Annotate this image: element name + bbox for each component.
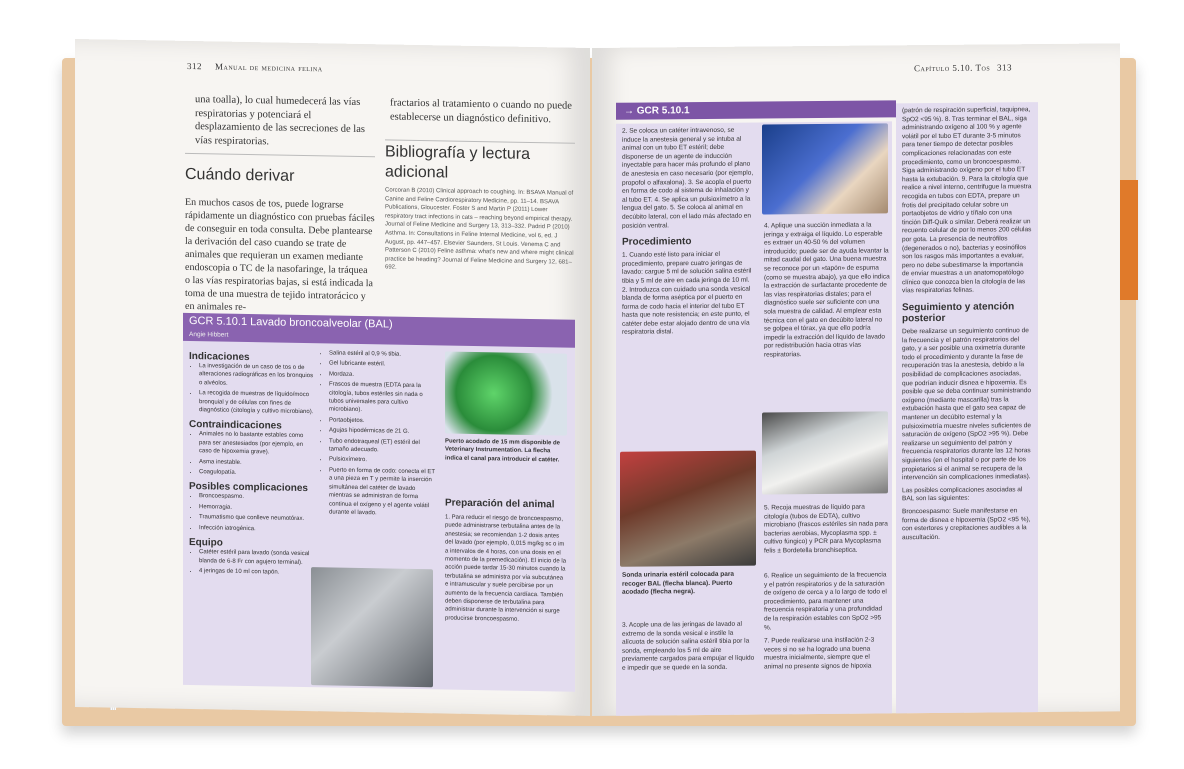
right-col3-panel <box>896 102 1038 716</box>
list-item: • Puerto en forma de codo: conecta el ET a una pieza en T y permite la inserción simultánea del catéter de lavado mientras se administran de forma continua el oxígeno y el agente volátil durante el lavado. <box>329 466 439 518</box>
photo-caption: Puerto acodado de 15 mm disponible de Veterinary Instrumentation. La flecha indica el canal para introducir el catéter. <box>445 438 561 464</box>
complic-item: Broncoespasmo: Suele manifestarse en forma de disnea e hipoxemia (SpO2 <95 %), con estertores y crepitaciones audibles a la auscultación. <box>902 507 1031 542</box>
cat-intubated-photo <box>762 123 888 214</box>
list-item: • La recogida de muestras de líquido/moco bronquial y de células con fines de diagnóstico (citología y cultivo microbiano). <box>199 389 314 416</box>
equipo-heading: Equipo <box>189 537 223 549</box>
list-item: • La investigación de un caso de tos o de alteraciones radiográficas en los bronquios o alvéolos. <box>199 362 314 389</box>
cat-procedure-photo <box>620 451 756 567</box>
running-head: Manual de medicina felina <box>215 61 323 74</box>
col1-steps: 2. Se coloca un catéter intravenoso, se induce la anestesia general y se intuba al animal con un tubo ET estéril; debe disponerse de un agente de inducción inyectable para hacer más profundo el plano de anestesia en caso necesario (por ejemplo, propofol o alfaxalona). 3. Se acopla el puerto en forma de codo al sistema de inhalación y al tubo ET. 4. Se aplica un pulsioxímetro a la lengua del gato. 5. Se coloca al animal en decúbito lateral, con el lado más afectado en posición ventral. <box>622 126 754 230</box>
compl-heading: Posibles complicaciones <box>189 481 308 495</box>
gcr-col1 <box>189 351 314 579</box>
right-col1-panel <box>616 123 760 716</box>
biblio-heading: Bibliografía y lectura adicional <box>385 143 530 182</box>
biblio-text: Corcoran B (2010) Clinical approach to coughing. In: BSAVA Manual of Canine and Feline Cardiorespiratory Medicine, pp. 11–14. BSAVA Publications, Gloucester. Foster S and Martin P (2011) Lower respiratory tract infections in cats – reaching beyond empirical therapy. Journal of Feline Medicine and Surgery 13, 313–332. Padrid P (2010) Asthma. In: Consultations in Feline Internal Medicine, vol 6, ed. J August, pp. 447–457. Elsevier Saunders, St Louis. Venema C and Patterson C (2010) Feline asthma: what's new and where might clinical practice be heading? Journal of Feline Medicine and Surgery 12, 681–692. <box>385 187 574 271</box>
step-4: 4. Aplique una succión inmediata a la jeringa y extraiga el líquido. Lo esperable es extraer un 40-50 % del volumen introducido; puede ser de ayuda levantar la mitad caudal del gato. Una buena muestra se reconoce por un «tapón» de espuma (como se muestra abajo), ya que ello indica la extracción de surfactante procedente de las vías respiratorias distales; para el diagnóstico suele ser suficiente con una sola muestra de calidad. Al emplear esta técnica con el gato en decúbito lateral no se golpea el tórax, ya que ello podría impedir la extracción del líquido de lavado por redistribución hacia otras vías respiratorias. <box>764 221 890 359</box>
equipment-photo <box>311 567 433 687</box>
step-3: 3. Acople una de las jeringas de lavado al extremo de la sonda vesical e instile la alícuota de solución salina estéril tibia por la sonda, empleando los 5 ml de aire previamente cargados para empujar el líquido e impedir que se quede en la sonda. <box>622 620 755 672</box>
cuando-derivar-heading: Cuándo derivar <box>185 165 295 185</box>
list-item: • Salina estéril al 0,9 % tibia. <box>329 349 439 359</box>
equipo-list <box>189 548 314 577</box>
top-paragraph-col2: fractarios al tratamiento o cuando no puede establecerse un diagnóstico definitivo. <box>390 97 572 125</box>
list-item: • Traumatismo que conlleve neumotórax. <box>199 513 314 523</box>
list-item: • Pulsioxímetro. <box>329 456 439 466</box>
sonda-caption: Sonda urinaria estéril colocada para recoger BAL (flecha blanca). Puerto acodado (flecha negra). <box>622 570 734 596</box>
list-item: • Portaobjetos. <box>329 416 439 426</box>
step-5: 5. Recoja muestras de líquido para citología (tubos de EDTA), cultivo microbiano (frascos estériles sin nada para bacterias aerobias, Mycoplasma spp. ± cultivo fúngico) y PCR para Mycoplasma felis ± Bordetella bronchiseptica. <box>764 503 888 555</box>
cuando-derivar-text: En muchos casos de tos, puede lograrse rápidamente un diagnóstico con pruebas fáciles de conseguir en toda consulta. Debe plantearse la derivación del caso cuando se trate de animales que requieran un examen mediante endoscopia o TC de la nasofaringe, la tráquea o las vías respiratorias bajas, si está indicada la toma de una muestra de tejido intratorácico y en animales re- <box>185 196 375 313</box>
list-item: • Hemorragia. <box>199 503 314 513</box>
syringe-foam-photo <box>762 411 888 494</box>
procedimiento-heading: Procedimiento <box>622 236 692 248</box>
list-item: • Gel lubricante estéril. <box>329 360 439 370</box>
gcr-box-title-text: GCR 5.10.1 Lavado broncoalveolar (BAL) <box>189 315 393 331</box>
compl-list <box>189 492 314 534</box>
contra-list <box>189 430 314 478</box>
proc-steps: 1. Cuando esté listo para iniciar el procedimiento, prepare cuatro jeringas de lavado: cargue 5 ml de solución salina estéril tibia y 5 ml de aire en cada jeringa de 10 ml. 2. Introduzca con cuidado una sonda vesical blanda de forma aséptica por el puerto en forma de codo hacia el interior del tubo ET hasta que note resistencia; en este punto, el catéter debe estar alojado dentro de una vía respiratoria distal. <box>622 251 752 337</box>
list-item: • Tubo endotraqueal (ET) estéril del tamaño adecuado. <box>329 437 439 456</box>
indicaciones-list <box>189 362 314 417</box>
contra-heading: Contraindicaciones <box>189 419 282 433</box>
list-item: • Broncoespasmo. <box>199 493 314 503</box>
seguimiento-heading: Seguimiento y atención posterior <box>902 301 1015 325</box>
list-item: • 4 jeringas de 10 ml con tapón. <box>199 567 314 577</box>
step-6: 6. Realice un seguimiento de la frecuencia y el patrón respiratorios y de la saturación de oxígeno de cerca y a lo largo de todo el procedimiento, para mantener una frecuencia respiratoria y una profundidad de la respiración estables con SpO2 >95 %. <box>764 571 887 632</box>
materials-list <box>319 349 439 518</box>
gcr-box-author: Angie Hibbert <box>189 331 229 339</box>
divider <box>185 153 375 157</box>
gcr-col2 <box>319 349 439 520</box>
left-page <box>75 39 590 716</box>
list-item: • Infección iatrogénica. <box>199 524 314 534</box>
page-number: 312 <box>187 60 202 72</box>
elbow-port-photo <box>445 351 567 435</box>
prep-text: 1. Para reducir el riesgo de broncoespasmo, puede administrarse terbutalina antes de la anestesia; se recomiendan 1-2 dosis antes del lavado (por ejemplo, 0,015 mg/kg sc o im a intervalos de 4 horas, con una dosis en el momento de la premedicación). El inicio de la acción puede tardar 15-30 minutos cuando la terbutalina se administra por vía subcutánea e intramuscular y suele percibirse por un aumento de la frecuencia cardíaca. También deben disponerse de terbutalina para administrar durante la intervención si surge producirse broncoespasmo. <box>445 514 567 623</box>
right-col2-panel <box>760 121 892 716</box>
list-item: • Asma inestable. <box>199 458 314 468</box>
gcr-box <box>183 313 575 692</box>
col3-steps: (patrón de respiración superficial, taquipnea, SpO2 <95 %). 8. Tras terminar el BAL, siga administrando oxígeno al 100 % y agente volátil por el tubo ET durante 3-5 minutos para tener tiempo de detectar posibles complicaciones relacionadas con este procedimiento, como un broncoespasmo. Siga administrando oxígeno por el tubo ET hasta la extubación. 9. Para la citología que realice a nivel interno, centrifugue la muestra recogida en tubos con EDTA, prepare un frotis del precipitado celular sobre un portaobjetos de vidrio y tíñalo con una tinción Diff-Quik o similar. Deberá realizar un recuento celular de por lo menos 200 células por gota. La presencia de neutrófilos (degenerados o no), bacterias y eosinófilos son los rasgos más importantes a evaluar, pero no debe subestimarse la importancia de enviar muestras a un anatomopatólogo clínico que conozca bien la citología de las vías respiratorias felinas. <box>902 106 1032 295</box>
complic-intro: Las posibles complicaciones asociadas al BAL son las siguientes: <box>902 485 1023 503</box>
gcr-box-title <box>183 313 575 348</box>
list-item: • Frascos de muestra (EDTA para la citología, tubos estériles sin nada o tubos universales para cultivo microbiano). <box>329 381 439 417</box>
prep-heading: Preparación del animal <box>445 497 555 511</box>
gcr-tag: → GCR 5.10.1 <box>616 100 896 119</box>
step-7: 7. Puede realizarse una instilación 2-3 veces si no se ha logrado una buena muestra inicialmente, siempre que el animal no presente signos de hipoxia <box>764 636 875 671</box>
list-item: • Coagulopatía. <box>199 468 314 478</box>
top-paragraph-col1: una toalla), lo cual humedecerá las vías respiratorias y potenciará el desplazamiento de las secreciones de las vías respiratorias. <box>195 94 365 147</box>
seguimiento-text: Debe realizarse un seguimiento continuo de la frecuencia y el patrón respiratorios del gato, y a ser posible una oximetría durante todo el procedimiento y durante la fase de recuperación tras la anestesia, debido a la posibilidad de complicaciones asociadas, que podrían inducir disnea e hipoxemia. Es posible que se deba continuar suministrando oxígeno (mediante mascarilla) tras la extubación hasta que el gato sea capaz de mantener un decúbito esternal y la pulsioximetría muestre niveles suficientes de saturación de oxígeno (SpO2 >95 %). Debe realizarse un seguimiento del patrón y frecuencia respiratorios durante las 12 horas siguientes (en el hospital o por parte de los propietarios si el animal se recupera de la intervención sin complicaciones inmediatas). <box>902 327 1032 482</box>
list-item: • Catéter estéril para lavado (sonda vesical blanda de 6-8 Fr con agujero terminal). <box>199 548 314 567</box>
list-item: • Animales no lo bastante estables como para ser anestesiados (por ejemplo, en caso de hipoxemia grave). <box>199 431 314 458</box>
running-head: Capítulo 5.10. Tos <box>914 62 991 74</box>
right-page <box>592 43 1120 716</box>
indicaciones-heading: Indicaciones <box>189 351 250 364</box>
list-item: • Mordaza. <box>329 370 439 380</box>
page-number: 313 <box>997 62 1012 73</box>
list-item: • Agujas hipodérmicas de 21 G. <box>329 427 439 437</box>
